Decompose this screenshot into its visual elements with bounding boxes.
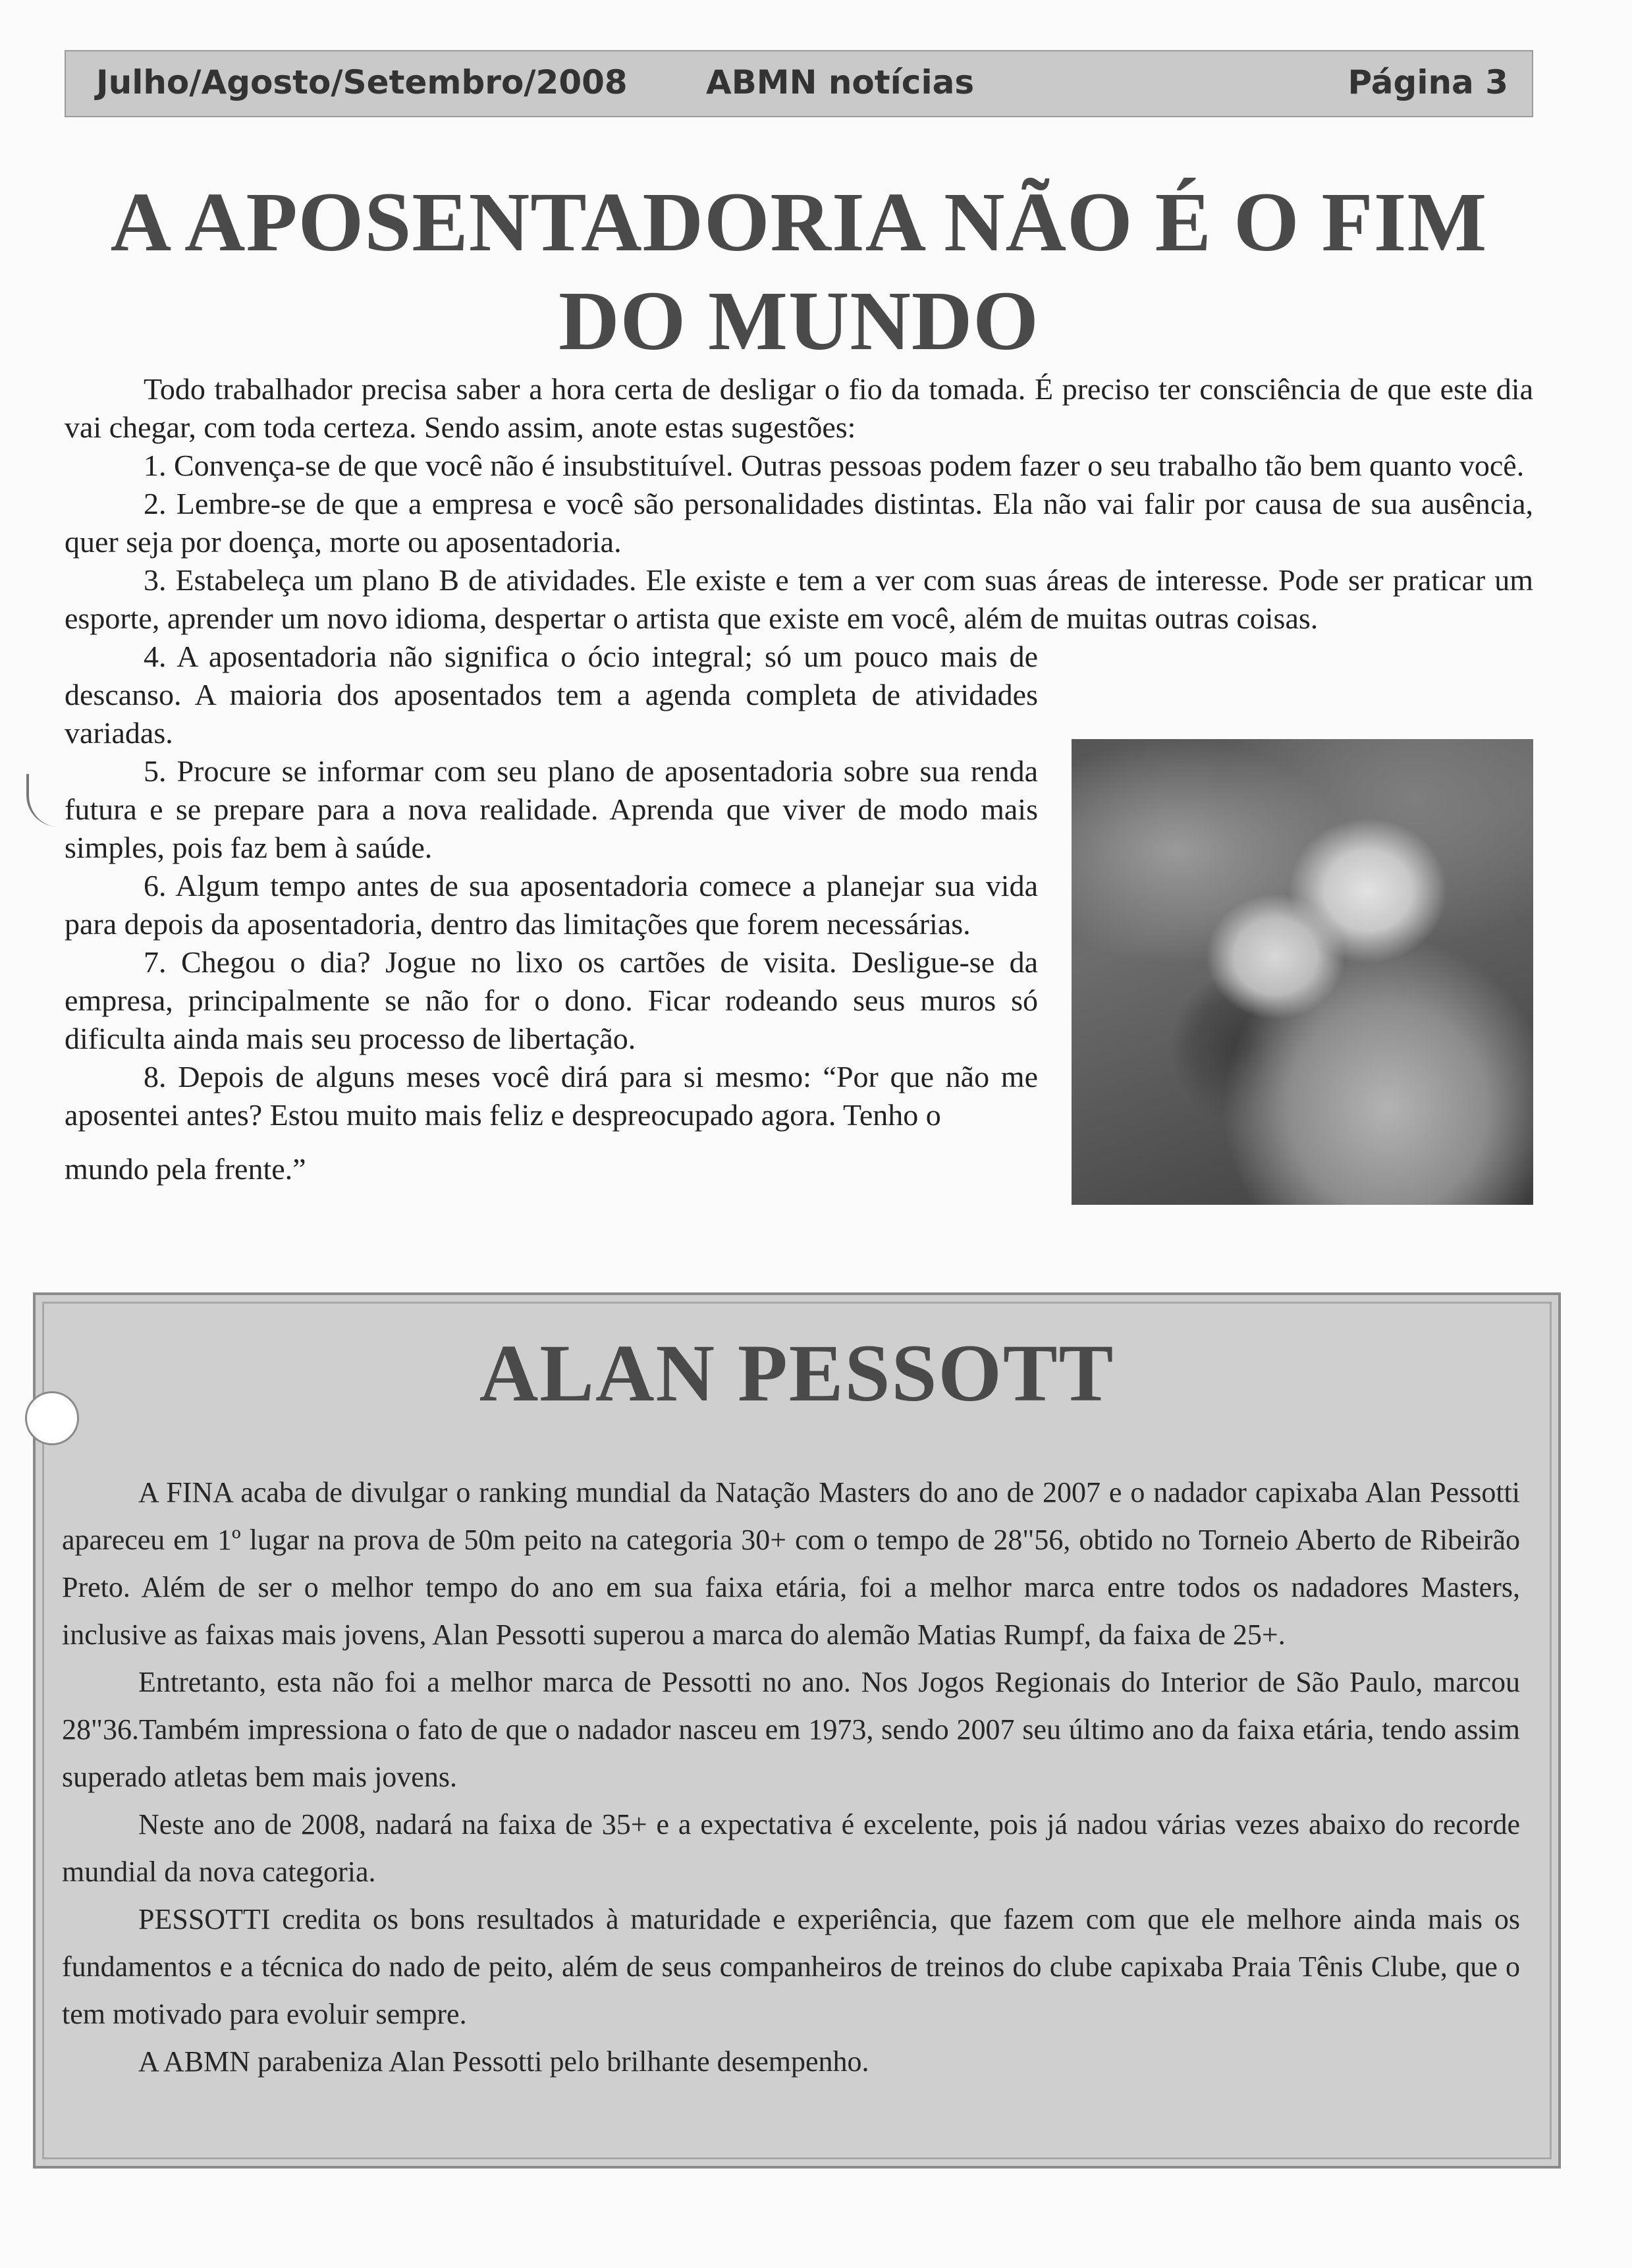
publication-name: ABMN notícias [706, 63, 975, 101]
paragraph: Neste ano de 2008, nadará na faixa de 35+ e a expectativa é excelente, pois já nadou várias vezes abaixo do recorde mundial da nova categoria. [62, 1808, 1520, 1888]
list-item-ending: mundo pela frente.” [65, 1152, 306, 1186]
page-header [65, 50, 1533, 117]
article-body-pessott [62, 1469, 1520, 2086]
list-item: 6. Algum tempo antes de sua aposentadoria comece a planejar sua vida para depois da aposentadoria, dentro das limitações que forem necessárias. [65, 869, 1038, 941]
list-item: 7. Chegou o dia? Jogue no lixo os cartões de visita. Desligue-se da empresa, principalmente se não for o dono. Ficar rodeando seus muros só dificulta ainda mais seu processo de libertação. [65, 945, 1038, 1055]
paragraph: PESSOTTI credita os bons resultados à maturidade e experiência, que fazem com que ele melhore ainda mais os fundamentos e a técnica do nado de peito, além de seus companheiros de treinos do clube capixaba Praia Tênis Clube, que o tem motivado para evoluir sempre. [62, 1903, 1520, 2030]
article-title-pessott: ALAN PESSOTT [479, 1328, 1115, 1418]
elderly-couple-photo [1072, 739, 1533, 1205]
article-title-retirement: A APOSENTADORIA NÃO É O FIM DO MUNDO [110, 175, 1488, 368]
list-item: 2. Lembre-se de que a empresa e você são personalidades distintas. Ela não vai falir por causa de sua ausência, quer seja por doença, morte ou aposentadoria. [65, 487, 1533, 559]
list-item: 8. Depois de alguns meses você dirá para si mesmo: “Por que não me aposentei antes? Estou muito mais feliz e despreocupado agora. Tenho o [65, 1060, 1038, 1132]
article-intro: Todo trabalhador precisa saber a hora certa de desligar o fio da tomada. É preciso ter consciência de que este dia vai chegar, com toda certeza. Sendo assim, anote estas sugestões: [65, 372, 1533, 444]
paragraph: Entretanto, esta não foi a melhor marca de Pessotti no ano. Nos Jogos Regionais do Interior de São Paulo, marcou 28"36.Também impressiona o fato de que o nadador nasceu em 1973, sendo 2007 seu último ano da faixa etária, tendo assim superado atletas bem mais jovens. [62, 1666, 1520, 1793]
list-item: 5. Procure se informar com seu plano de aposentadoria sobre sua renda futura e se prepare para a nova realidade. Aprenda que viver de modo mais simples, pois faz bem à saúde. [65, 754, 1038, 864]
issue-date: Julho/Agosto/Setembro/2008 [96, 63, 628, 101]
paragraph: A ABMN parabeniza Alan Pessotti pelo brilhante desempenho. [138, 2045, 869, 2078]
list-item: 4. A aposentadoria não significa o ócio integral; só um pouco mais de descanso. A maioria dos aposentados tem a agenda completa de atividades variadas. [65, 640, 1038, 750]
list-item: 1. Convença-se de que você não é insubstituível. Outras pessoas podem fazer o seu trabalho tão bem quanto você. [144, 449, 1525, 482]
punch-hole-mark [26, 774, 58, 827]
list-item: 3. Estabeleça um plano B de atividades. Ele existe e tem a ver com suas áreas de interesse. Pode ser praticar um esporte, aprender um novo idioma, despertar o artista que existe em você, além de muitas outras coisas. [65, 563, 1533, 635]
page-number: Página 3 [1347, 63, 1508, 101]
paragraph: A FINA acaba de divulgar o ranking mundial da Natação Masters do ano de 2007 e o nadador capixaba Alan Pessotti apareceu em 1º lugar na prova de 50m peito na categoria 30+ com o tempo de 28"56, obtido no Torneio Aberto de Ribeirão Preto. Além de ser o melhor tempo do ano em sua faixa etária, foi a melhor marca entre todos os nadadores Masters, inclusive as faixas mais jovens, Alan Pessotti superou a marca do alemão Matias Rumpf, da faixa de 25+. [62, 1476, 1520, 1651]
